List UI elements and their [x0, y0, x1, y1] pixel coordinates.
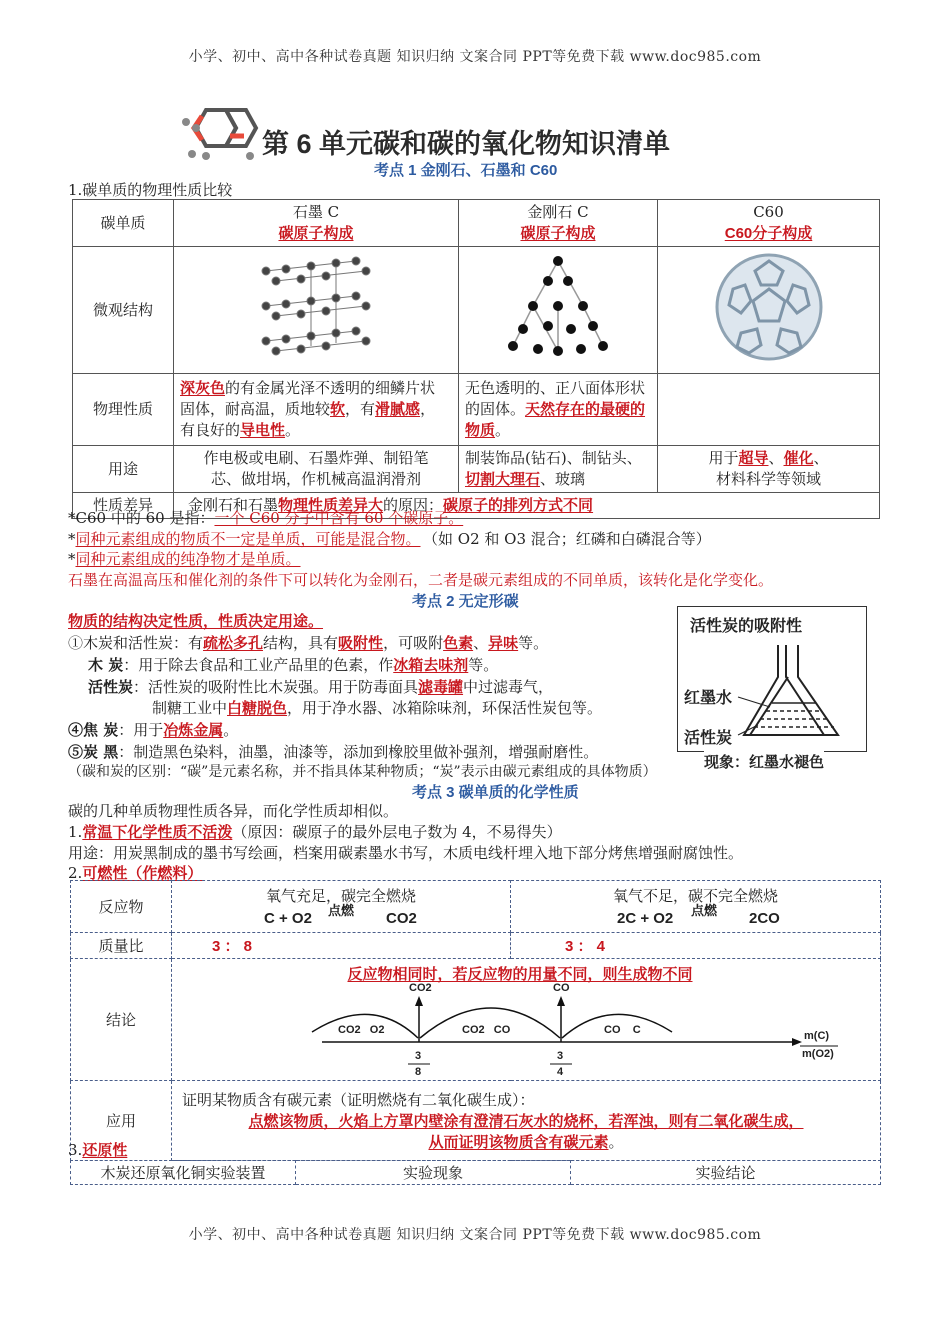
conclusion-text: 反应物相同时，若反应物的用量不同，则生成物不同	[347, 966, 693, 983]
combustion-table	[70, 880, 881, 1161]
frac1-num: 3	[415, 1050, 422, 1062]
sec3-heading: 3.还原性	[68, 1141, 128, 1159]
reduction-table	[70, 1160, 881, 1185]
c60-header: C60 C60分子构成	[658, 200, 880, 247]
col-conclusion: 实验结论	[571, 1161, 881, 1185]
graphite-lattice-icon	[256, 251, 376, 363]
diagram-top-co2: CO2	[409, 982, 432, 994]
diamond-structure	[459, 247, 658, 374]
figure-carbon-label: 活性炭	[684, 730, 733, 747]
diamond-lattice-icon	[503, 251, 613, 363]
kp3-heading: 考点 3 碳单质的化学性质	[412, 784, 579, 801]
row-diff: 性质差异	[73, 493, 174, 519]
c60-use: 用于超导、催化、 材料科学等领域	[658, 446, 880, 493]
xlabel-den: m(O2)	[802, 1048, 834, 1060]
figure-result: 现象：红墨水褪色	[704, 751, 824, 772]
kp2-heading: 考点 2 无定形碳	[412, 593, 519, 610]
full-combustion: 氧气充足，碳完全燃烧 C + O2 点燃 CO2	[172, 881, 511, 933]
graphite-use: 作电极或电刷、石墨炸弹、制铅笔芯、做坩埚，作机械高温润滑剂	[174, 446, 459, 493]
graphite-phys: 深灰色的有金属光泽不透明的细鳞片状固体，耐高温，质地较软，有滑腻感，有良好的导电性。	[174, 374, 459, 446]
frac2-den: 4	[557, 1066, 564, 1078]
col-phenomenon: 实验现象	[296, 1161, 571, 1185]
diff-text: 金刚石和石墨物理性质差异大的原因：碳原子的排列方式不同	[174, 493, 880, 519]
kp2-principle: 物质的结构决定性质，性质决定用途。	[68, 613, 324, 630]
diagram-top-co: CO	[553, 982, 570, 994]
conclusion-cell	[172, 959, 881, 1081]
kp2-charcoal-active: ①木炭和活性炭：有疏松多孔结构，具有吸附性，可吸附色素、异味等。	[68, 634, 549, 652]
figure-ink-label: 红墨水	[684, 690, 733, 707]
kp3-usage: 用途：用炭黑制成的墨书写绘画，档案用碳素墨水书写，木质电线杆埋入地下部分烤焦增强耐腐蚀性。	[68, 844, 744, 862]
diamond-use: 制装饰品(钻石)、制钻头、切割大理石、玻璃	[459, 446, 658, 493]
partial-combustion: 氧气不足，碳不完全燃烧 2C + O2 点燃 2CO	[511, 881, 881, 933]
naphthalene-logo-icon	[172, 100, 264, 172]
application-cell: 证明某物质含有碳元素（证明燃烧有二氧化碳生成）： 点燃该物质，火焰上方罩内壁涂有澄清石灰水的烧杯，若浑浊，则有二氧化碳生成， 从而证明该物质含有碳元素。	[172, 1081, 881, 1161]
graphite-header: 石墨 C 碳原子构成	[174, 200, 459, 247]
row-conclusion: 结论	[71, 959, 172, 1081]
kp2-active-carbon: 活性炭：活性炭的吸附性比木炭强。用于防毒面具滤毒罐中过滤毒气，	[88, 678, 554, 696]
kp2-coke: ④焦 炭：用于冶炼金属。	[68, 721, 239, 739]
fullerene-icon	[711, 249, 827, 365]
row-micro: 微观结构	[73, 247, 174, 374]
figure-title: 活性炭的吸附性	[690, 618, 803, 635]
page-header: 小学、初中、高中各种试卷真题 知识归纳 文案合同 PPT等免费下载 www.doc985.com	[188, 49, 762, 65]
kp1-heading: 考点 1 金刚石、石墨和 C60	[374, 162, 558, 179]
ratio-diagram-icon	[172, 984, 872, 1080]
diamond-phys: 无色透明的、正八面体形状的固体。天然存在的最硬的物质。	[459, 374, 658, 446]
kp3-combustion: 2.可燃性（作燃料）	[68, 864, 203, 882]
activated-carbon-figure	[677, 606, 867, 752]
carbon-comparison-table	[72, 199, 880, 519]
kp2-active-carbon-2: 制糖工业中白糖脱色，用于净水器、冰箱除味剂，环保活性炭包等。	[152, 699, 603, 717]
diamond-header: 金刚石 C 碳原子构成	[459, 200, 658, 247]
mass-full: 3 ： 8	[172, 933, 511, 959]
kp3-stability: 1.常温下化学性质不活泼（原因：碳原子的最外层电子数为 4，不易得失）	[68, 823, 562, 841]
note-c60: *C60 中的 60 是指：一个 C60 分子中含有 60 个碳原子。	[68, 509, 464, 527]
row-use: 用途	[73, 446, 174, 493]
diagram-seg1: CO2 O2	[338, 1024, 385, 1036]
col-header: 碳单质	[73, 200, 174, 247]
mass-partial: 3 ： 4	[511, 933, 881, 959]
diagram-seg2: CO2 CO	[462, 1024, 511, 1036]
note-simple-substance: *同种元素组成的纯净物才是单质。	[68, 550, 301, 568]
graphite-structure	[174, 247, 459, 374]
kp2-charcoal: 木 炭：用于除去食品和工业产品里的色素，作冰箱去味剂等。	[88, 656, 499, 674]
page-footer: 小学、初中、高中各种试卷真题 知识归纳 文案合同 PPT等免费下载 www.doc985.com	[188, 1227, 762, 1243]
note-element: *同种元素组成的物质不一定是单质，可能是混合物。 （如 O2 和 O3 混合；红磷和白磷混合等）	[68, 530, 711, 548]
row-phys: 物理性质	[73, 374, 174, 446]
c60-phys	[658, 374, 880, 446]
kp3-intro: 碳的几种单质物理性质各异，而化学性质却相似。	[68, 802, 399, 820]
c60-structure	[658, 247, 880, 374]
row-application: 应用	[71, 1081, 172, 1161]
kp2-carbon-black: ⑤炭 黑：制造黑色染料，油墨，油漆等，添加到橡胶里做补强剂，增强耐磨性。	[68, 743, 599, 761]
sec1-heading: 1.碳单质的物理性质比较	[68, 181, 233, 199]
col-apparatus: 木炭还原氧化铜实验装置	[71, 1161, 296, 1185]
frac2-num: 3	[557, 1050, 564, 1062]
xlabel-num: m(C)	[804, 1030, 830, 1042]
row-reactants: 反应物	[71, 881, 172, 933]
diagram-seg3: CO C	[604, 1024, 641, 1036]
row-mass: 质量比	[71, 933, 172, 959]
kp2-distinction: （碳和炭的区别：“碳”是元素名称，并不指具体某种物质；“炭”表示由碳元素组成的具体物质）	[68, 764, 657, 780]
frac1-den: 8	[415, 1066, 422, 1078]
note-graphite-diamond: 石墨在高温高压和催化剂的条件下可以转化为金刚石，二者是碳元素组成的不同单质，该转化是化学变化。	[68, 571, 774, 589]
page-title: 第 6 单元碳和碳的氧化物知识清单	[262, 129, 671, 159]
